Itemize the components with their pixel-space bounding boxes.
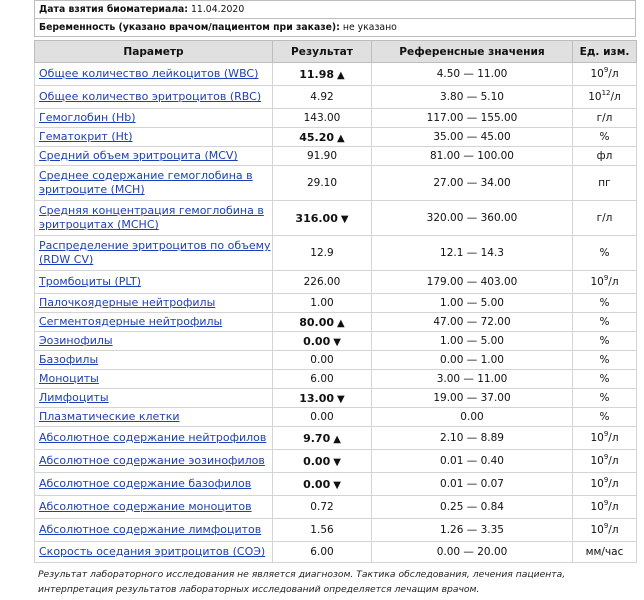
arrow-up-icon: ▲ bbox=[337, 132, 345, 144]
parameter-link[interactable]: Средний объем эритроцита (MCV) bbox=[35, 147, 273, 166]
parameter-link[interactable]: Сегментоядерные нейтрофилы bbox=[35, 313, 273, 332]
parameter-link[interactable]: Гемоглобин (Hb) bbox=[35, 109, 273, 128]
parameter-link[interactable]: Среднее содержание гемоглобина в эритроците (MCH) bbox=[35, 166, 273, 201]
result-cell bbox=[273, 427, 372, 450]
table-row bbox=[35, 236, 637, 271]
result-value: 0.00 bbox=[310, 354, 334, 366]
table-row bbox=[35, 128, 637, 147]
results-table bbox=[34, 40, 637, 563]
unit-base: % bbox=[599, 354, 610, 366]
unit-base: 10 bbox=[590, 432, 604, 444]
arrow-up-icon: ▲ bbox=[333, 433, 341, 445]
unit-tail: /л bbox=[608, 68, 619, 80]
arrow-down-icon: ▼ bbox=[337, 393, 345, 405]
unit-base: г/л bbox=[596, 112, 613, 124]
result-value: 226.00 bbox=[303, 276, 341, 288]
result-cell bbox=[273, 147, 372, 166]
reference-range: 117.00 — 155.00 bbox=[372, 109, 573, 128]
result-value: 143.00 bbox=[303, 112, 341, 124]
table-row bbox=[35, 427, 637, 450]
unit-tail: /л bbox=[608, 455, 619, 467]
parameter-link[interactable]: Палочкоядерные нейтрофилы bbox=[35, 294, 273, 313]
unit-base: % bbox=[599, 131, 610, 143]
reference-range: 0.00 bbox=[372, 408, 573, 427]
unit-tail: /л bbox=[608, 524, 619, 536]
unit-base: фл bbox=[596, 150, 613, 162]
unit-cell bbox=[573, 332, 637, 351]
unit-cell bbox=[573, 236, 637, 271]
result-cell bbox=[273, 473, 372, 496]
result-cell bbox=[273, 166, 372, 201]
table-row bbox=[35, 63, 637, 86]
parameter-link[interactable]: Абсолютное содержание базофилов bbox=[35, 473, 273, 496]
unit-cell bbox=[573, 63, 637, 86]
report-meta bbox=[34, 0, 636, 37]
lab-report bbox=[34, 0, 636, 597]
result-cell bbox=[273, 496, 372, 519]
unit-cell bbox=[573, 86, 637, 109]
unit-cell bbox=[573, 408, 637, 427]
unit-base: % bbox=[599, 392, 610, 404]
reference-range: 0.00 — 20.00 bbox=[372, 542, 573, 563]
table-row bbox=[35, 351, 637, 370]
parameter-link[interactable]: Плазматические клетки bbox=[35, 408, 273, 427]
parameter-link[interactable]: Базофилы bbox=[35, 351, 273, 370]
unit-base: пг bbox=[598, 177, 611, 189]
result-value: 4.92 bbox=[310, 91, 334, 103]
sample-date-label: Дата взятия биоматериала: bbox=[39, 4, 189, 15]
unit-cell bbox=[573, 109, 637, 128]
result-value: 1.56 bbox=[310, 524, 334, 536]
result-cell bbox=[273, 271, 372, 294]
table-row bbox=[35, 313, 637, 332]
reference-range: 0.25 — 0.84 bbox=[372, 496, 573, 519]
unit-cell bbox=[573, 351, 637, 370]
parameter-link[interactable]: Лимфоциты bbox=[35, 389, 273, 408]
result-cell bbox=[273, 86, 372, 109]
parameter-link[interactable]: Распределение эритроцитов по объему (RDW CV) bbox=[35, 236, 273, 271]
result-value: 9.70 bbox=[303, 431, 331, 445]
result-value: 11.98 bbox=[299, 67, 335, 81]
table-row bbox=[35, 86, 637, 109]
unit-base: 10 bbox=[590, 478, 604, 490]
unit-cell bbox=[573, 201, 637, 236]
table-row bbox=[35, 450, 637, 473]
unit-base: 10 bbox=[590, 276, 604, 288]
result-cell bbox=[273, 519, 372, 542]
reference-range: 27.00 — 34.00 bbox=[372, 166, 573, 201]
reference-range: 12.1 — 14.3 bbox=[372, 236, 573, 271]
table-row bbox=[35, 271, 637, 294]
result-cell bbox=[273, 389, 372, 408]
result-cell bbox=[273, 450, 372, 473]
unit-cell bbox=[573, 496, 637, 519]
parameter-link[interactable]: Средняя концентрация гемоглобина в эритроцитах (MCHC) bbox=[35, 201, 273, 236]
header-unit: Ед. изм. bbox=[573, 41, 637, 63]
unit-cell bbox=[573, 370, 637, 389]
result-value: 0.00 bbox=[303, 454, 331, 468]
unit-cell bbox=[573, 271, 637, 294]
parameter-link[interactable]: Общее количество лейкоцитов (WBC) bbox=[35, 63, 273, 86]
result-cell bbox=[273, 128, 372, 147]
reference-range: 0.00 — 1.00 bbox=[372, 351, 573, 370]
result-cell bbox=[273, 294, 372, 313]
parameter-link[interactable]: Тромбоциты (PLT) bbox=[35, 271, 273, 294]
result-value: 0.00 bbox=[310, 411, 334, 423]
unit-cell bbox=[573, 166, 637, 201]
pregnancy-row bbox=[35, 19, 635, 37]
disclaimer-note: Результат лабораторного исследования не является диагнозом. Тактика обследования, лечения пациента, интерпретация результатов лабораторных исследований определяется лечащим врачом. bbox=[38, 569, 566, 595]
reference-range: 1.26 — 3.35 bbox=[372, 519, 573, 542]
unit-exponent: 9 bbox=[603, 453, 609, 461]
unit-base: % bbox=[599, 316, 610, 328]
reference-range: 35.00 — 45.00 bbox=[372, 128, 573, 147]
result-value: 316.00 bbox=[295, 211, 338, 225]
table-row bbox=[35, 473, 637, 496]
pregnancy-value: не указано bbox=[342, 22, 397, 33]
table-row bbox=[35, 166, 637, 201]
table-row bbox=[35, 408, 637, 427]
result-value: 13.00 bbox=[299, 391, 335, 405]
header-result: Результат bbox=[273, 41, 372, 63]
result-value: 29.10 bbox=[306, 177, 338, 189]
unit-base: 10 bbox=[590, 68, 604, 80]
result-value: 0.00 bbox=[303, 334, 331, 348]
unit-base: 10 bbox=[590, 501, 604, 513]
unit-cell bbox=[573, 128, 637, 147]
reference-range: 0.01 — 0.07 bbox=[372, 473, 573, 496]
result-cell bbox=[273, 201, 372, 236]
reference-range: 0.01 — 0.40 bbox=[372, 450, 573, 473]
reference-range: 3.00 — 11.00 bbox=[372, 370, 573, 389]
result-cell bbox=[273, 408, 372, 427]
sample-date-row bbox=[35, 1, 635, 19]
header-parameter: Параметр bbox=[35, 41, 273, 63]
table-row bbox=[35, 542, 637, 563]
unit-base: % bbox=[599, 335, 610, 347]
unit-cell bbox=[573, 542, 637, 563]
unit-base: 10 bbox=[590, 524, 604, 536]
result-value: 0.72 bbox=[310, 501, 334, 513]
reference-range: 47.00 — 72.00 bbox=[372, 313, 573, 332]
reference-range: 320.00 — 360.00 bbox=[372, 201, 573, 236]
result-cell bbox=[273, 542, 372, 563]
table-row bbox=[35, 109, 637, 128]
arrow-up-icon: ▲ bbox=[337, 317, 345, 329]
table-row bbox=[35, 370, 637, 389]
unit-exponent: 9 bbox=[603, 274, 609, 282]
arrow-down-icon: ▼ bbox=[340, 213, 349, 225]
unit-exponent: 12 bbox=[601, 89, 611, 97]
reference-range: 4.50 — 11.00 bbox=[372, 63, 573, 86]
reference-range: 179.00 — 403.00 bbox=[372, 271, 573, 294]
pregnancy-label: Беременность (указано врачом/пациентом при заказе): bbox=[39, 22, 340, 33]
result-cell bbox=[273, 236, 372, 271]
result-value: 6.00 bbox=[310, 373, 334, 385]
unit-cell bbox=[573, 450, 637, 473]
result-value: 91.90 bbox=[306, 150, 338, 162]
unit-tail: /л bbox=[608, 276, 619, 288]
unit-cell bbox=[573, 147, 637, 166]
unit-tail: /л bbox=[610, 91, 621, 103]
arrow-down-icon: ▼ bbox=[333, 456, 341, 468]
parameter-link[interactable]: Общее количество эритроцитов (RBC) bbox=[35, 86, 273, 109]
arrow-up-icon: ▲ bbox=[337, 69, 345, 81]
unit-exponent: 9 bbox=[603, 522, 609, 530]
result-value: 45.20 bbox=[299, 130, 335, 144]
header-reference: Референсные значения bbox=[372, 41, 573, 63]
unit-cell bbox=[573, 519, 637, 542]
unit-base: 10 bbox=[588, 91, 602, 103]
unit-cell bbox=[573, 313, 637, 332]
result-cell bbox=[273, 332, 372, 351]
result-cell bbox=[273, 351, 372, 370]
reference-range: 81.00 — 100.00 bbox=[372, 147, 573, 166]
table-row bbox=[35, 147, 637, 166]
parameter-link[interactable]: Гематокрит (Ht) bbox=[35, 128, 273, 147]
parameter-link[interactable]: Абсолютное содержание нейтрофилов bbox=[35, 427, 273, 450]
table-row bbox=[35, 294, 637, 313]
unit-exponent: 9 bbox=[603, 476, 609, 484]
unit-tail: /л bbox=[608, 432, 619, 444]
table-row bbox=[35, 519, 637, 542]
reference-range: 1.00 — 5.00 bbox=[372, 332, 573, 351]
table-header-row bbox=[35, 41, 637, 63]
unit-base: % bbox=[599, 411, 610, 423]
reference-range: 19.00 — 37.00 bbox=[372, 389, 573, 408]
unit-base: % bbox=[599, 373, 610, 385]
result-value: 12.9 bbox=[310, 247, 334, 259]
result-cell bbox=[273, 109, 372, 128]
result-value: 1.00 bbox=[310, 297, 334, 309]
arrow-down-icon: ▼ bbox=[333, 479, 341, 491]
result-cell bbox=[273, 63, 372, 86]
unit-exponent: 9 bbox=[603, 499, 609, 507]
parameter-link[interactable]: Абсолютное содержание моноцитов bbox=[35, 496, 273, 519]
result-value: 0.00 bbox=[303, 477, 331, 491]
unit-tail: /л bbox=[608, 478, 619, 490]
unit-exponent: 9 bbox=[603, 66, 609, 74]
result-cell bbox=[273, 370, 372, 389]
sample-date-value: 11.04.2020 bbox=[191, 4, 245, 15]
unit-cell bbox=[573, 294, 637, 313]
unit-cell bbox=[573, 427, 637, 450]
table-row bbox=[35, 389, 637, 408]
reference-range: 1.00 — 5.00 bbox=[372, 294, 573, 313]
unit-base: г/л bbox=[596, 212, 613, 224]
table-row bbox=[35, 201, 637, 236]
unit-base: мм/час bbox=[585, 546, 624, 558]
parameter-link[interactable]: Абсолютное содержание эозинофилов bbox=[35, 450, 273, 473]
parameter-link[interactable]: Абсолютное содержание лимфоцитов bbox=[35, 519, 273, 542]
reference-range: 2.10 — 8.89 bbox=[372, 427, 573, 450]
table-row bbox=[35, 496, 637, 519]
unit-cell bbox=[573, 389, 637, 408]
reference-range: 3.80 — 5.10 bbox=[372, 86, 573, 109]
parameter-link[interactable]: Скорость оседания эритроцитов (СОЭ) bbox=[35, 542, 273, 563]
result-value: 80.00 bbox=[299, 315, 335, 329]
unit-base: % bbox=[599, 297, 610, 309]
unit-base: 10 bbox=[590, 455, 604, 467]
table-row bbox=[35, 332, 637, 351]
arrow-down-icon: ▼ bbox=[333, 336, 341, 348]
unit-tail: /л bbox=[608, 501, 619, 513]
unit-base: % bbox=[599, 247, 610, 259]
parameter-link[interactable]: Моноциты bbox=[35, 370, 273, 389]
unit-exponent: 9 bbox=[603, 430, 609, 438]
result-cell bbox=[273, 313, 372, 332]
parameter-link[interactable]: Эозинофилы bbox=[35, 332, 273, 351]
result-value: 6.00 bbox=[310, 546, 334, 558]
unit-cell bbox=[573, 473, 637, 496]
